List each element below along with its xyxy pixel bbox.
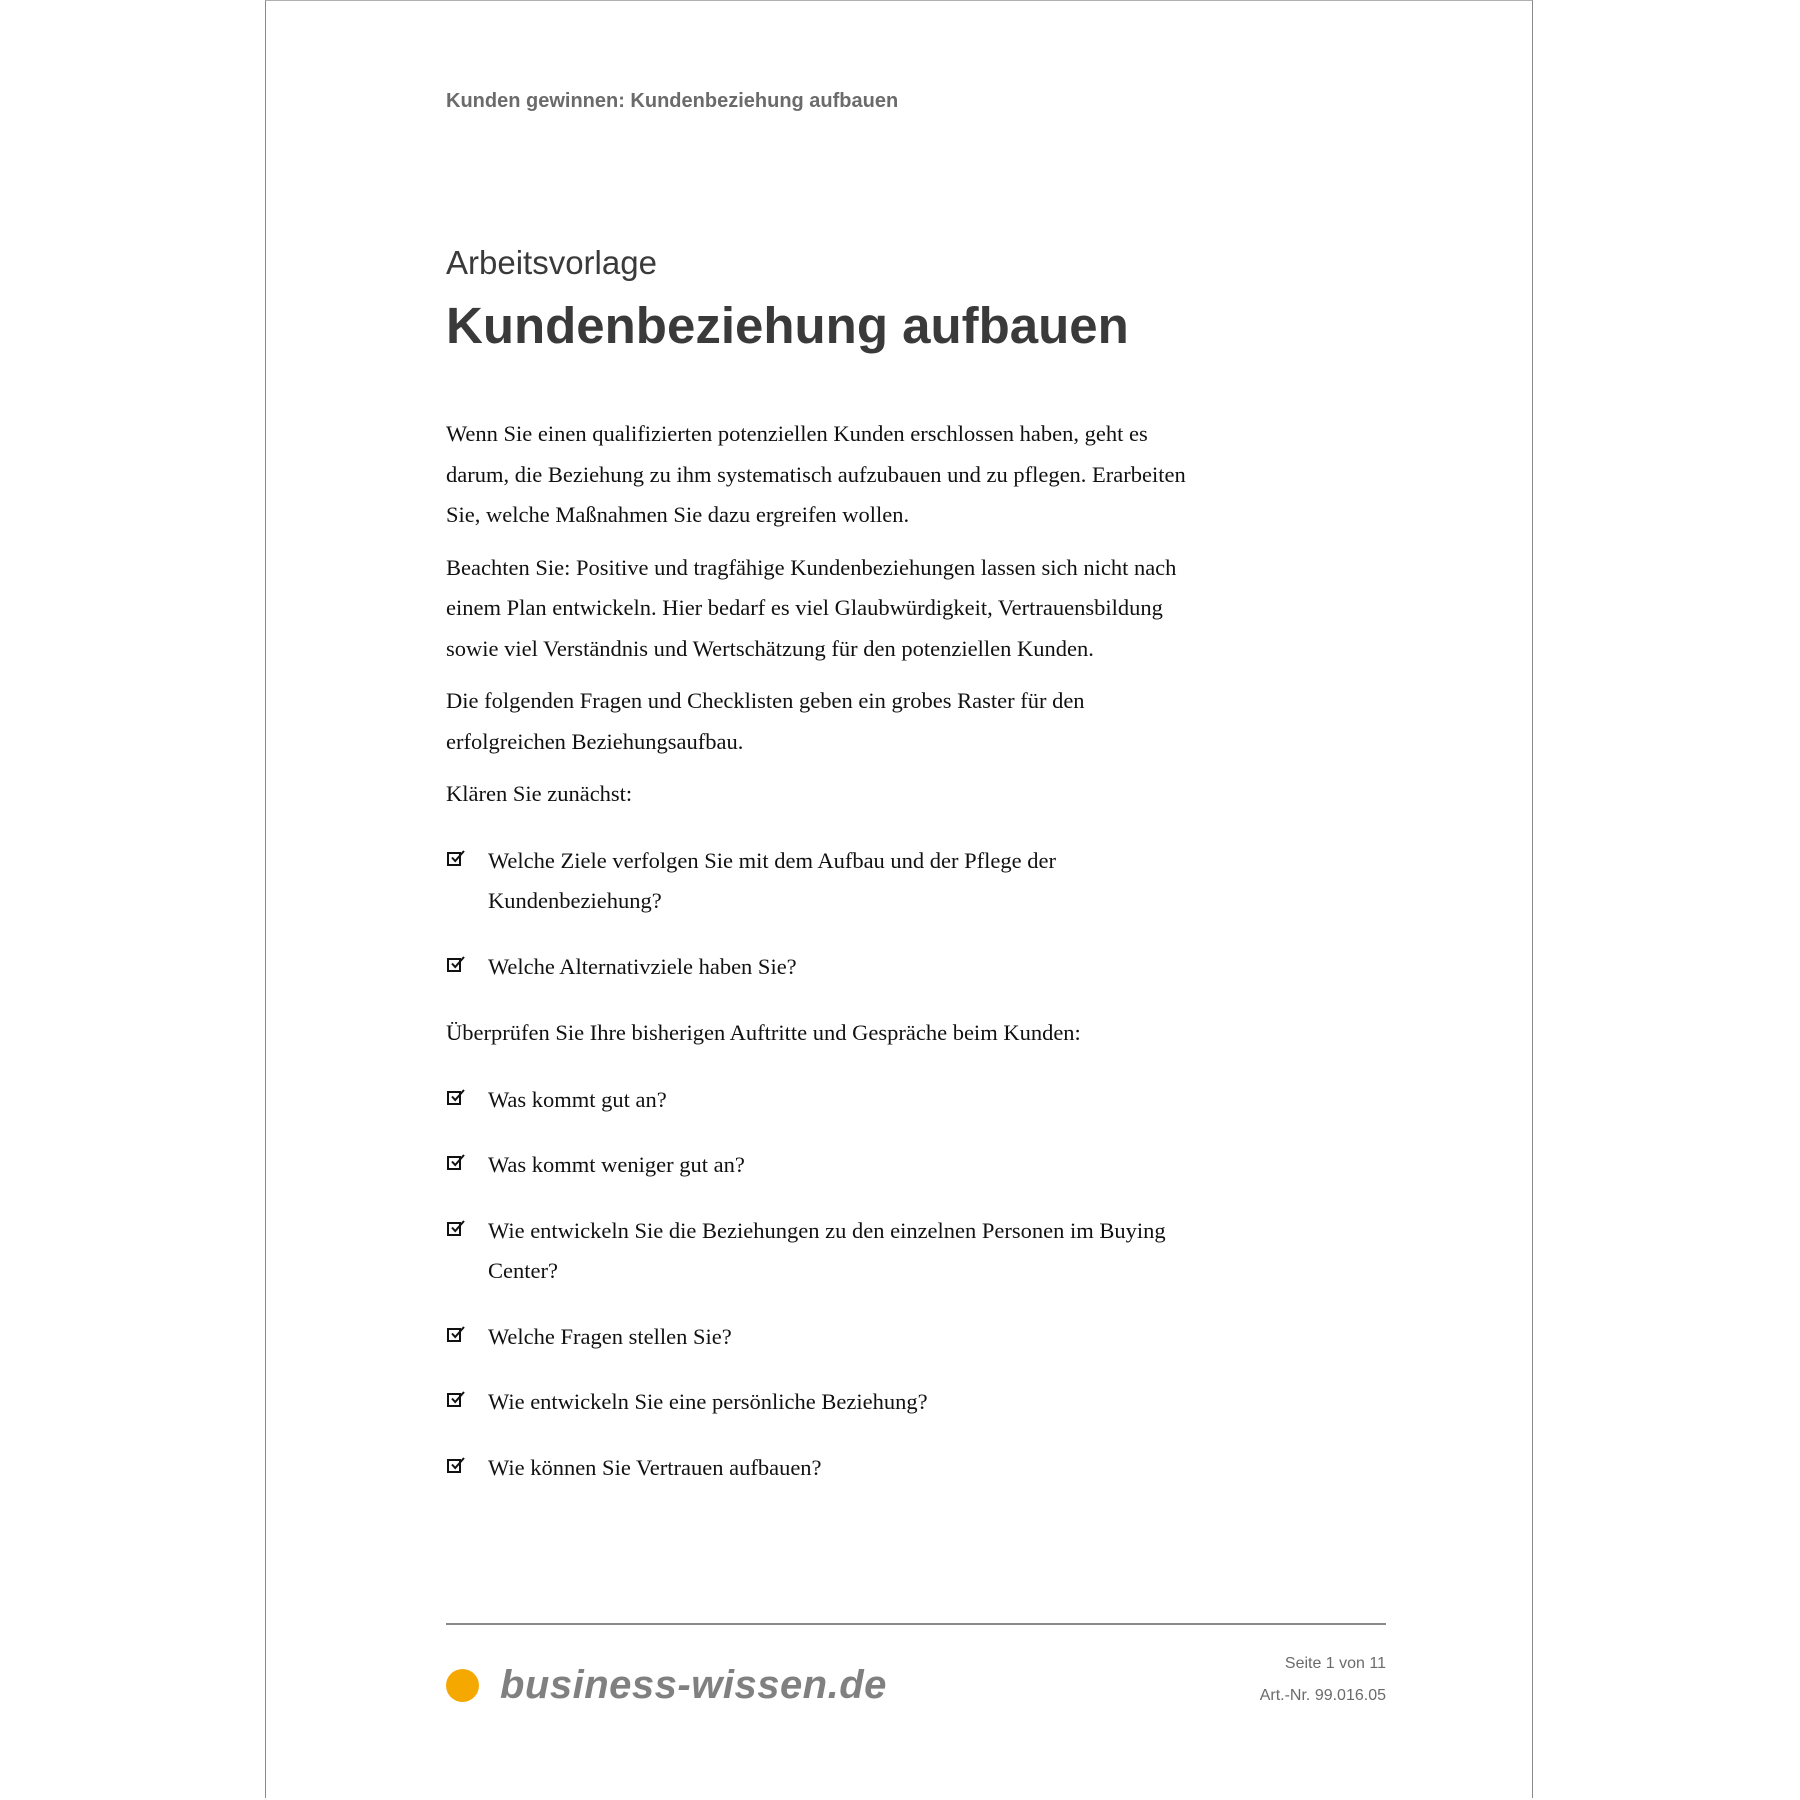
checked-box-icon [447,958,461,972]
checklist-item [446,1211,1186,1292]
paragraph: Die folgenden Fragen und Checklisten geben ein grobes Raster für den erfolgreichen Beziehungsaufbau. [446,688,1085,754]
section-lead: Klären Sie zunächst: [446,781,633,806]
checklist-item-text: Was kommt gut an? [488,1086,667,1112]
checklist-item-text: Was kommt weniger gut an? [488,1152,745,1177]
checklist-item [446,1080,1186,1121]
checklist-item [446,1448,1186,1489]
document-type: Arbeitsvorlage [446,244,657,281]
checklist [446,841,1186,988]
checklist-item-text: Welche Alternativziele haben Sie? [488,953,797,979]
section-lead: Überprüfen Sie Ihre bisherigen Auftritte und Gespräche beim Kunden: [446,1020,1081,1045]
paragraph: Wenn Sie einen qualifizierten potenziellen Kunden erschlossen haben, geht es darum, die Beziehung zu ihm systematisch aufzubauen und zu pflegen. Erarbeiten Sie, welche Maßnahmen Sie dazu ergreifen wollen. [446,421,1186,527]
footer-divider [446,1623,1386,1625]
article-number: Art.-Nr. 99.016.05 [1259,1687,1386,1704]
checked-box-icon [447,1393,461,1407]
checked-box-icon [447,1156,461,1170]
checklist-item [446,1145,1186,1186]
checklist [446,1080,1186,1489]
paragraph: Beachten Sie: Positive und tragfähige Kundenbeziehungen lassen sich nicht nach einem Plan entwickeln. Hier bedarf es viel Glaubwürdigkeit, Vertrauensbildung sowie viel Verständnis und Wertschätzung für den potenziellen Kunden. [446,554,1177,661]
checked-box-icon [447,1328,461,1342]
checklist-item-text: Wie entwickeln Sie eine persönliche Beziehung? [488,1389,928,1414]
checklist-item [446,947,1186,988]
checklist-item [446,1317,1186,1358]
document-title: Kundenbeziehung aufbauen [446,297,1129,354]
checklist-item-text: Welche Fragen stellen Sie? [488,1323,732,1349]
checked-box-icon [447,1222,461,1236]
checked-box-icon [447,852,461,866]
checked-box-icon [447,1459,461,1473]
checklist-item-text: Wie entwickeln Sie die Beziehungen zu den einzelnen Personen im Buying Center? [488,1217,1166,1283]
footer-meta [1186,1648,1386,1712]
checklist-item-text: Wie können Sie Vertrauen aufbauen? [488,1454,822,1480]
logo-text: business-wissen.de [500,1663,887,1707]
checklist-item-text: Welche Ziele verfolgen Sie mit dem Aufbau und der Pflege der Kundenbeziehung? [488,847,1056,913]
running-header: Kunden gewinnen: Kundenbeziehung aufbauen [446,90,899,112]
checked-box-icon [447,1091,461,1105]
document-body [446,414,1186,1514]
checklist-item [446,1382,1186,1423]
orange-dot-icon [446,1669,479,1702]
checklist-item [446,841,1186,922]
page-number: Seite 1 von 11 [1284,1655,1386,1672]
